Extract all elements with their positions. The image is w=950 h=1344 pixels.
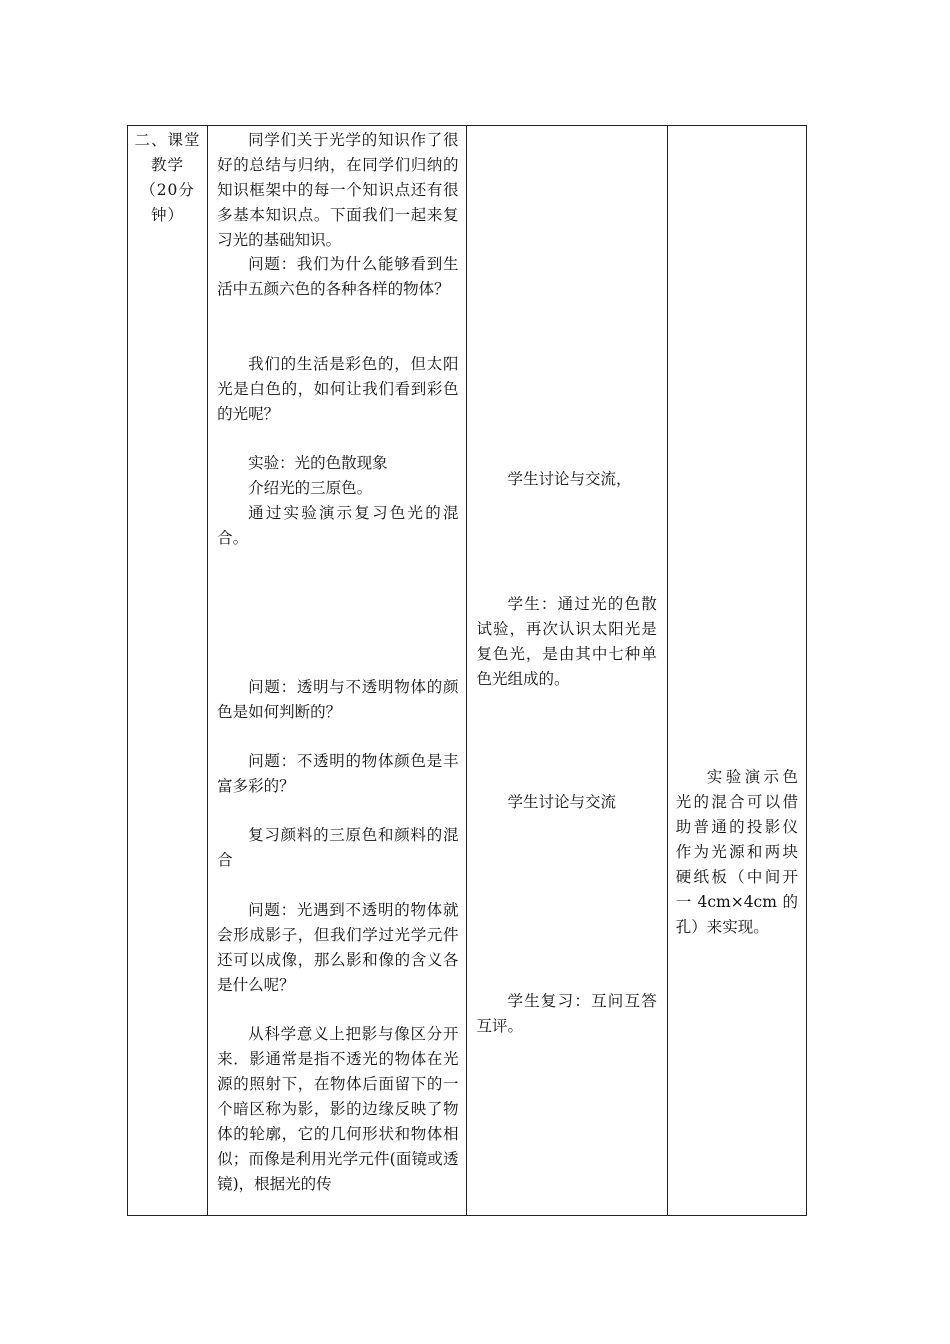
student-paragraph: 学生讨论与交流，	[507, 470, 632, 488]
teacher-activity-cell	[208, 126, 467, 1216]
teacher-paragraph: 问题：光遇到不透明的物体就会形成影子，但我们学过光学元件还可以成像，那么影和像的含义各是什么呢？	[217, 901, 459, 994]
teacher-paragraph: 问题：透明与不透明物体的颜色是如何判断的？	[217, 678, 459, 721]
teacher-paragraph: 通过实验演示复习色光的混合。	[217, 504, 459, 547]
teacher-paragraph: 复习颜料的三原色和颜料的混合	[217, 826, 459, 869]
lesson-plan-table	[127, 125, 807, 1216]
teacher-paragraph: 问题：不透明的物体颜色是丰富多彩的？	[217, 752, 459, 795]
teacher-paragraph: 我们的生活是彩色的，但太阳光是白色的，如何让我们看到彩色的光呢？	[217, 355, 459, 423]
notes-paragraph: 实验演示色光的混合可以借助普通的投影仪作为光源和两块硬纸板（中间开一 4cm×4cm 的孔）来实现。	[675, 768, 798, 936]
teacher-paragraph: 介绍光的三原色。	[248, 479, 373, 497]
table-row	[128, 126, 807, 1216]
notes-cell	[667, 126, 806, 1216]
stage-label: 二、课堂教学（20分钟）	[134, 131, 201, 224]
student-activity-cell	[467, 126, 667, 1216]
student-paragraph: 学生复习：互问互答互评。	[476, 992, 657, 1035]
stage-cell	[128, 126, 208, 1216]
student-paragraph: 学生：通过光的色散试验，再次认识太阳光是复色光，是由其中七种单色光组成的。	[476, 595, 657, 688]
teacher-paragraph: 从科学意义上把影与像区分开来．影通常是指不透光的物体在光源的照射下，在物体后面留下的一个暗区称为影，影的边缘反映了物体的轮廓，它的几何形状和物体相似；而像是利用光学元件(面镜或透镜)，根据光的传	[217, 1025, 459, 1193]
teacher-paragraph: 同学们关于光学的知识作了很好的总结与归纳，在同学们归纳的知识框架中的每一个知识点还有很多基本知识点。下面我们一起来复习光的基础知识。	[217, 131, 459, 249]
student-paragraph: 学生讨论与交流	[507, 793, 616, 811]
teacher-paragraph: 实验：光的色散现象	[248, 454, 388, 472]
teacher-paragraph: 问题：我们为什么能够看到生活中五颜六色的各种各样的物体？	[217, 255, 459, 298]
